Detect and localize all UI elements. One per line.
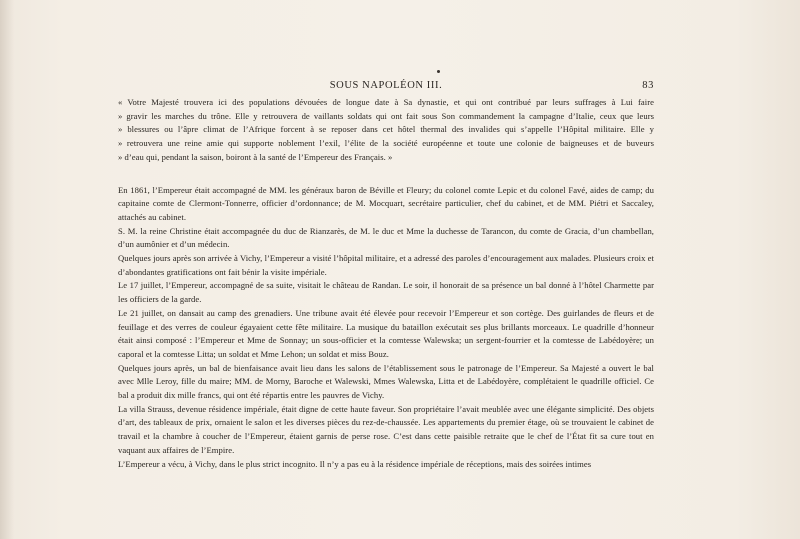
quote-line: » gravir les marches du trône. Elle y retrouvera de vaillants soldats qui ont fait sous Son commandement la campagne d’Italie, ceux que leurs <box>118 110 654 121</box>
spine-shadow <box>0 0 14 539</box>
running-title: SOUS NAPOLÉON III. <box>329 80 443 91</box>
paragraph: La villa Strauss, devenue résidence impériale, était digne de cette haute faveur. Son propriétaire l’avait meublée avec une élégante simplicité. Des objets d’art, des tableaux de prix, ornaient le salon et les diverses pièces du rez-de-chaussée. Les appartements du premier étage, où se trouvaient le cabinet de travail et la chambre à coucher de l’Empereur, étaient garnis de perse rose. C’est dans cette paisible retraite que le chef de l’État fit sa cure tout en vaquant aux affaires de l’Empire. <box>118 403 654 455</box>
paragraph: Quelques jours après son arrivée à Vichy, l’Empereur a visité l’hôpital militaire, et a adressé des paroles d’encouragement aux malades. Plusieurs croix et d’abondantes gratifications ont fait bénir la visite impériale. <box>118 253 654 277</box>
body-text <box>118 96 654 471</box>
paragraph: L’Empereur a vécu, à Vichy, dans le plus strict incognito. Il n’y a pas eu à la résidence impériale de réceptions, mais des soirées intimes <box>118 458 592 469</box>
page-number: 83 <box>642 80 654 91</box>
paragraph: Quelques jours après, un bal de bienfaisance avait lieu dans les salons de l’établissement sous le patronage de l’Empereur. Sa Majesté a ouvert le bal avec Mlle Leroy, fille du maire; MM. de Morny, Baroche et Walewski, Mmes Walewska, Litta et de Labédoyère, complétaient le quadrille officiel. Ce bal a produit dix mille francs, qui ont été répartis entre les pauvres de Vichy. <box>118 362 654 401</box>
paragraph: En 1861, l’Empereur était accompagné de MM. les généraux baron de Béville et Fleury; du colonel comte Lepic et du colonel Favé, aides de camp; du capitaine comte de Clermont-Tonnerre, officier d’ordonnance; de M. Mocquart, secrétaire particulier, chef du cabinet, et de MM. Piétri et Saccaley, attachés au cabinet. <box>118 184 654 222</box>
print-speck <box>437 70 440 73</box>
quote-line: « Votre Majesté trouvera ici des populations dévouées de longue date à Sa dynastie, et qui ont contribué par leurs suffrages à Lui faire <box>118 97 654 107</box>
quote-line: » retrouvera une reine amie qui supporte noblement l’exil, l’élite de la société européenne et toute une colonie de baigneuses et de buveurs <box>118 138 654 149</box>
paragraph: Le 21 juillet, on dansait au camp des grenadiers. Une tribune avait été élevée pour recevoir l’Empereur et son cortège. Des guirlandes de fleurs et de feuillage et des verres de couleur égayaient cette fête militaire. La musique du bataillon exécutait ses plus brillants morceaux. Le quadrille d’honneur était ainsi composé : l’Empereur et Mme de Sonnay; un sous-officier et la comtesse Walewska; un sergent-fourrier et la comtesse de Labédoyère; un caporal et la comtesse Litta; un soldat et Mme Lehon; un soldat et miss Bouz. <box>118 307 654 359</box>
quote-line: » blessures ou l’âpre climat de l’Afrique forcent à se reposer dans cet hôtel thermal des invalides qui s’appelle l’Hôpital militaire. Elle y <box>118 124 654 135</box>
quoted-address <box>118 96 654 165</box>
paragraph: S. M. la reine Christine était accompagnée du duc de Rianzarès, de M. le duc et Mme la duchesse de Tarancon, du comte de Gracia, d’un chambellan, d’un aumônier et d’un médecin. <box>118 225 654 250</box>
quote-line: » d’eau qui, pendant la saison, boiront à la santé de l’Empereur des Français. » <box>118 151 393 162</box>
paragraph: Le 17 juillet, l’Empereur, accompagné de sa suite, visitait le château de Randan. Le soir, il honorait de sa présence un bal donné à l’hôtel Charmette par les officiers de la garde. <box>118 280 654 305</box>
page-header <box>118 80 654 96</box>
